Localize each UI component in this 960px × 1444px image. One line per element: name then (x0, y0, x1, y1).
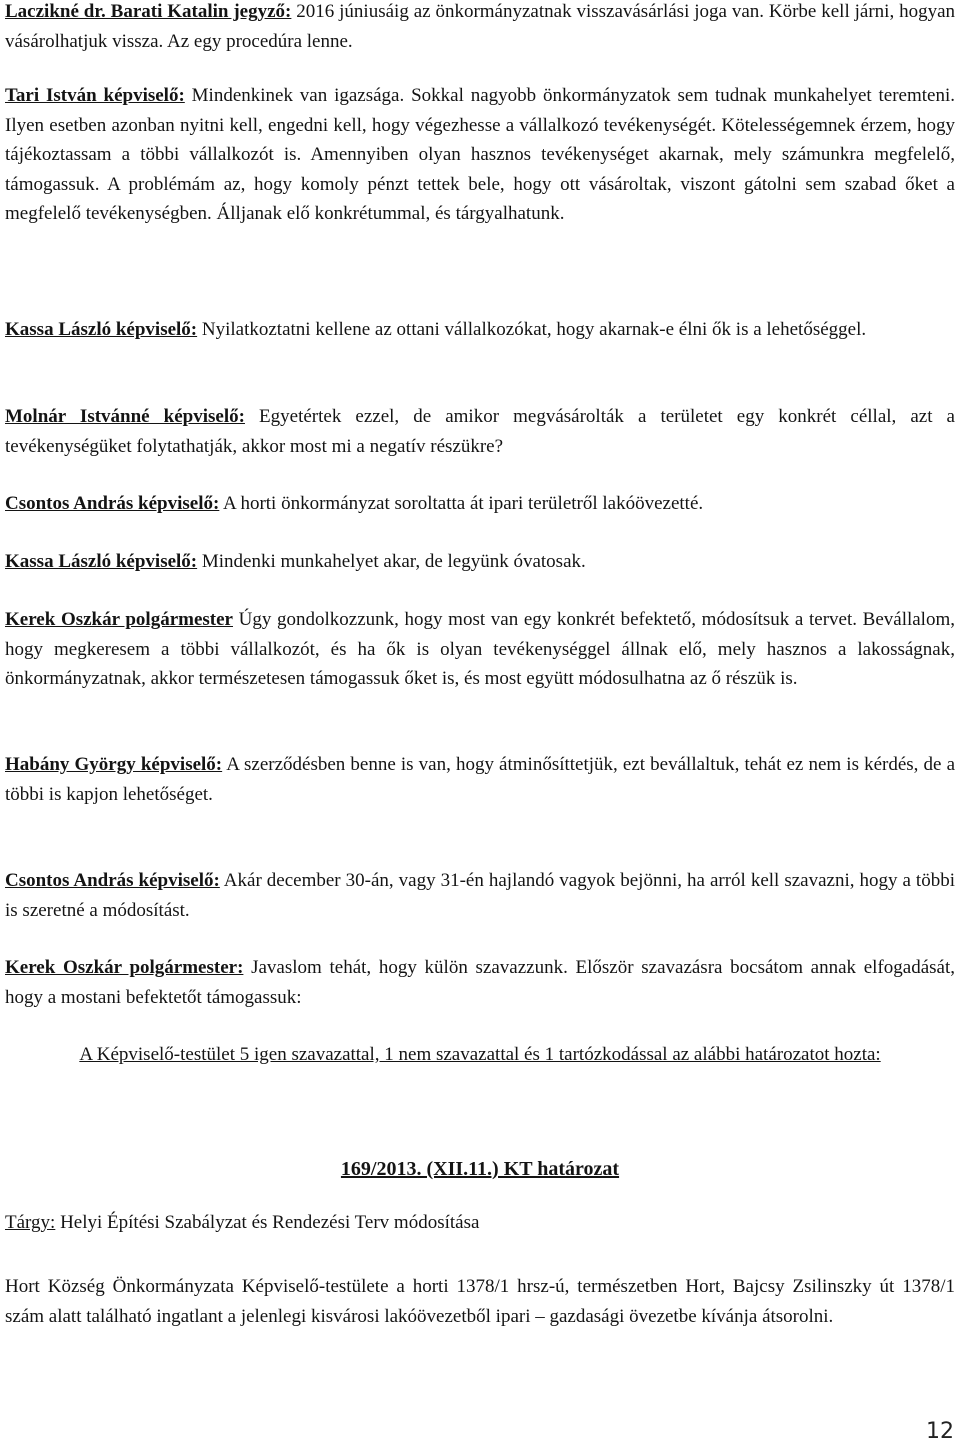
vote-result: A Képviselő-testület 5 igen szavazattal, 1 nem szavazattal és 1 tartózkodással az alábbi határozatot hozta: (79, 1044, 881, 1065)
speaker-name: Csontos András képviselő: (5, 870, 220, 891)
paragraph-kassa-2 (5, 547, 955, 577)
paragraph-csontos-1 (5, 489, 955, 519)
speaker-name: Tari István képviselő: (5, 85, 185, 106)
paragraph-jegyzo (5, 0, 955, 56)
paragraph-habany (5, 750, 955, 809)
paragraph-kerek-1 (5, 605, 955, 694)
paragraph-text: Akár december 30-án, vagy 31-én hajlandó vagyok bejönni, ha arról kell szavazni, hogy a többi is szeretné a módosítást. (5, 870, 955, 921)
decision-body: Hort Község Önkormányzata Képviselő-testülete a horti 1378/1 hrsz-ú, természetben Hort, Bajcsy Zsilinszky út 1378/1 szám alatt található ingatlant a jelenlegi kisvárosi lakóövezetből ipari – gazdasági övezetbe kívánja átsorolni. (5, 1276, 955, 1327)
paragraph-text: Egyetértek ezzel, de amikor megvásárolták a területet egy konkrét céllal, azt a tevékenységüket folytathatják, akkor most mi a negatív részükre? (5, 406, 955, 457)
paragraph-text: Mindenki munkahelyet akar, de legyünk óvatosak. (197, 551, 586, 572)
page-number: 12 (926, 1419, 954, 1444)
speaker-name: Kassa László képviselő: (5, 319, 198, 340)
speaker-name: Laczikné dr. Barati Katalin jegyző: (5, 1, 292, 22)
speaker-name: Molnár Istvánné képviselő: (5, 406, 245, 427)
speaker-name: Habány György képviselő: (5, 754, 223, 775)
subject-label: Tárgy: (5, 1212, 56, 1233)
speaker-name: Kerek Oszkár polgármester (5, 609, 233, 630)
paragraph-text: Javaslom tehát, hogy külön szavazzunk. Először szavazásra bocsátom annak elfogadását, hogy a mostani befektetőt támogassuk: (5, 957, 955, 1008)
speaker-name: Kerek Oszkár polgármester: (5, 957, 244, 978)
paragraph-kerek-2 (5, 953, 955, 1012)
speaker-name: Kassa László képviselő: (5, 551, 198, 572)
decision-subject (5, 1208, 955, 1238)
paragraph-kassa-1 (5, 315, 955, 345)
paragraph-tari (5, 81, 955, 229)
paragraph-csontos-2 (5, 866, 955, 925)
speaker-name: Csontos András képviselő: (5, 493, 220, 514)
decision-title: 169/2013. (XII.11.) KT határozat (340, 1158, 620, 1180)
paragraph-text: 2016 júniusáig az önkormányzatnak visszavásárlási joga van. Körbe kell járni, hogyan vásárolhatjuk vissza. Az egy procedúra lenne. (5, 1, 956, 52)
paragraph-text: A horti önkormányzat soroltatta át ipari területről lakóövezetté. (219, 493, 704, 514)
paragraph-text: Nyilatkoztatni kellene az ottani vállalkozókat, hogy akarnak-e élni ők is a lehetőséggel. (197, 319, 867, 340)
paragraph-molnar (5, 402, 955, 461)
paragraph-text: Mindenkinek van igazsága. Sokkal nagyobb önkormányzatok sem tudnak munkahelyet teremteni. Ilyen esetben azonban nyitni kell, engedni kell, hogy végezhesse a vállalkozó tevékenységét. Kötelességemnek érzem, hogy tájékoztassam a többi vállalkozót is. Amennyiben olyan hasznos tevékenységet akarnak, mely számunkra megfelelő, támogassuk. A problémám az, hogy komoly pénzt tettek bele, hogy ott vásároltak, viszont gátolni sem szabad őket a megfelelő tevékenységben. Álljanak elő konkrétummal, és tárgyalhatunk. (5, 85, 955, 224)
paragraph-text: Úgy gondolkozzunk, hogy most van egy konkrét befektető, módosítsuk a tervet. Bevállalom, hogy megkeresem a többi vállalkozót, és ha ők is olyan tevékenységgel állnak elő, mely hasznos a lakosságnak, önkormányzatnak, akkor természetesen támogassuk őket is, és most együtt módosulhatna az ő részük is. (5, 609, 955, 689)
paragraph-text: A szerződésben benne is van, hogy átminősíttetjük, ezt bevállaltuk, tehát ez nem is kérdés, de a többi is kapjon lehetőséget. (5, 754, 956, 805)
subject-text: Helyi Építési Szabályzat és Rendezési Terv módosítása (55, 1212, 480, 1233)
